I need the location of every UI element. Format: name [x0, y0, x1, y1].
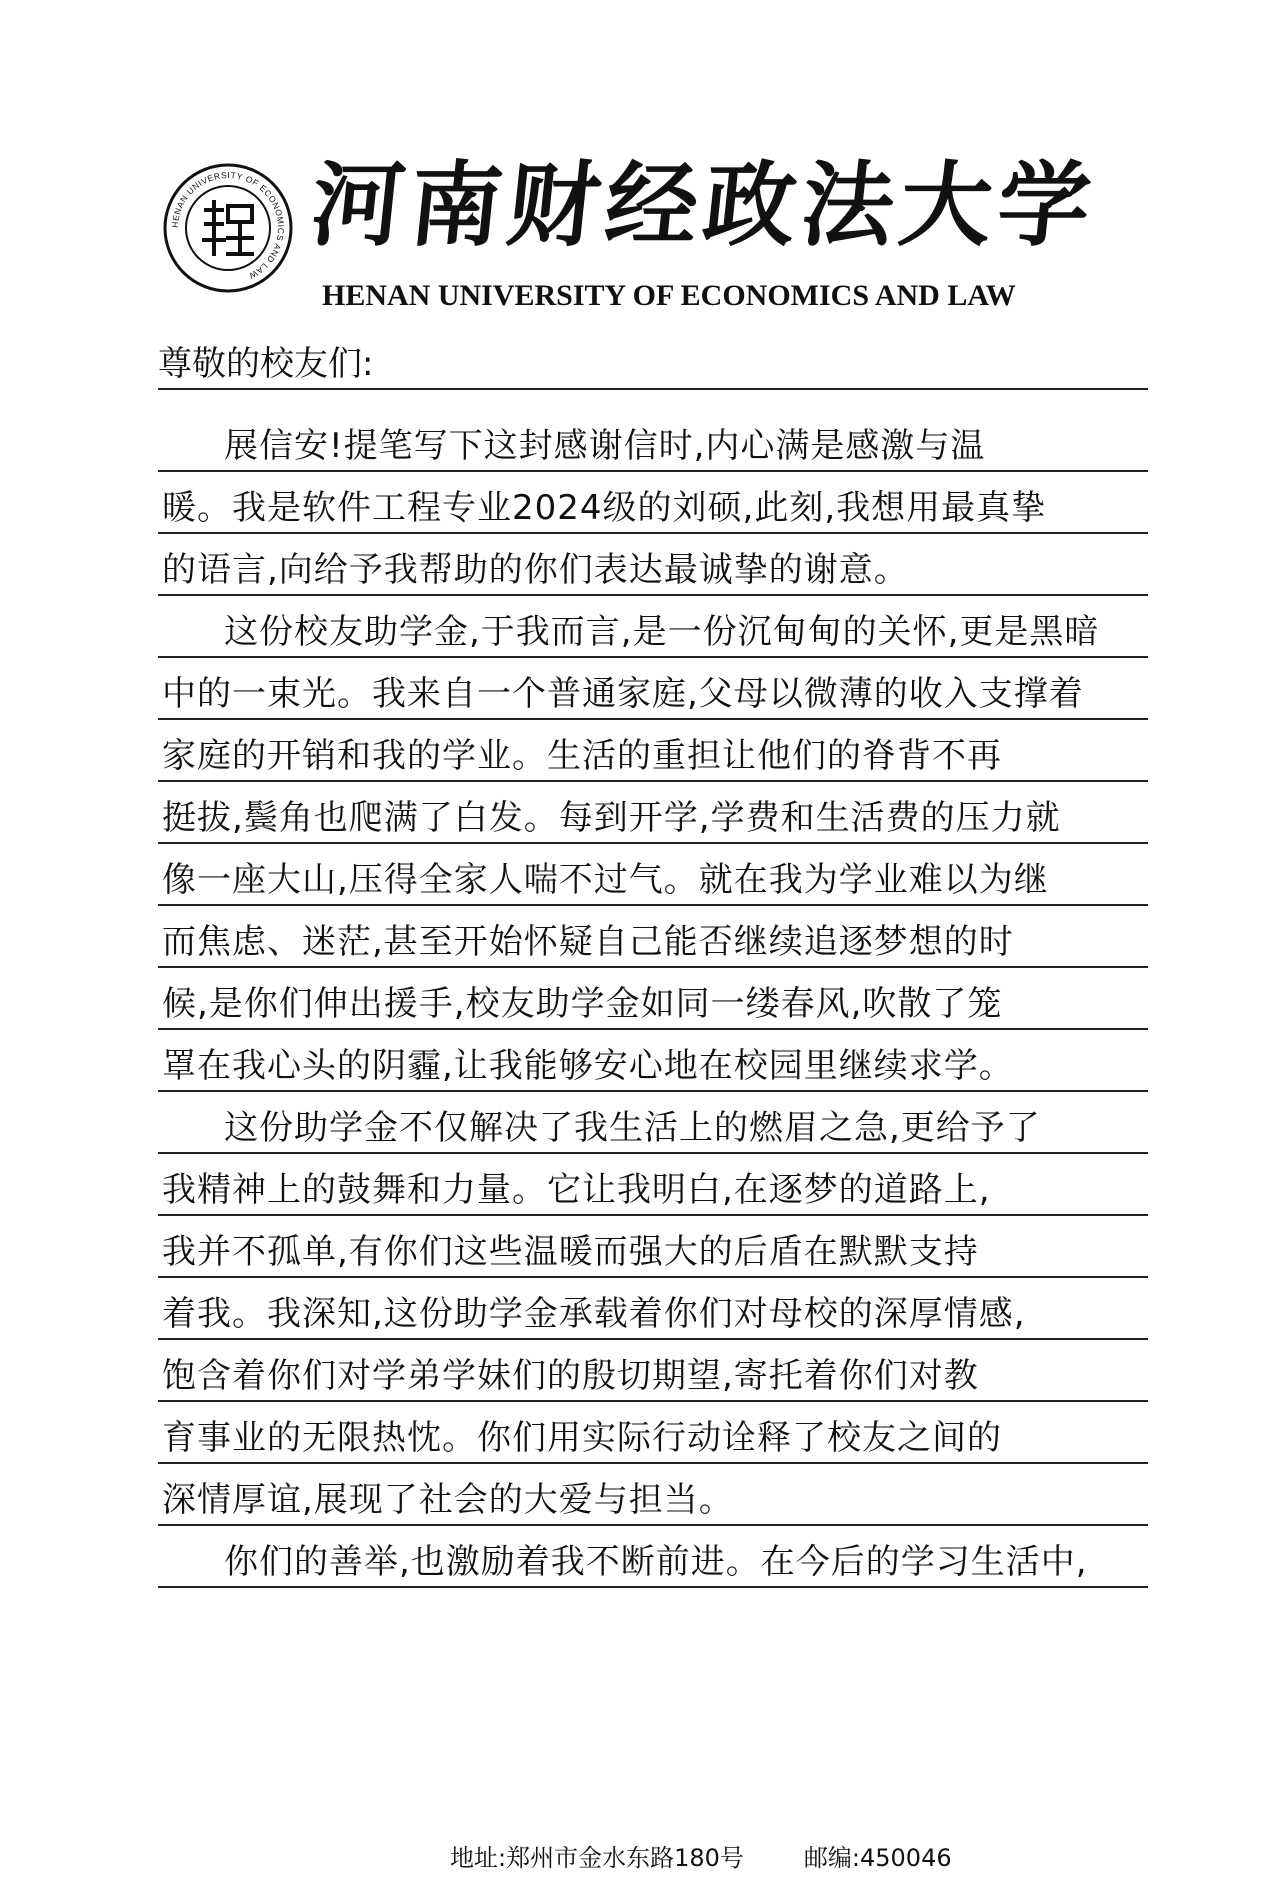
letter-line: 展信安!提笔写下这封感谢信时,内心满是感激与温 [158, 410, 1148, 472]
university-name-english: HENAN UNIVERSITY OF ECONOMICS AND LAW [322, 279, 1016, 312]
letter-line: 你们的善举,也激励着我不断前进。在今后的学习生活中, [158, 1526, 1148, 1588]
letter-line: 罩在我心头的阴霾,让我能够安心地在校园里继续求学。 [158, 1030, 1148, 1092]
letter-line: 饱含着你们对学弟学妹们的殷切期望,寄托着你们对教 [158, 1340, 1148, 1402]
footer-postcode: 邮编:450046 [803, 1844, 952, 1872]
letter-line: 中的一束光。我来自一个普通家庭,父母以微薄的收入支撑着 [158, 658, 1148, 720]
letter-line: 像一座大山,压得全家人喘不过气。就在我为学业难以为继 [158, 844, 1148, 906]
letter-line: 我并不孤单,有你们这些温暖而强大的后盾在默默支持 [158, 1216, 1148, 1278]
letterhead-footer [450, 1840, 1150, 1876]
letter-line: 候,是你们伸出援手,校友助学金如同一缕春风,吹散了笼 [158, 968, 1148, 1030]
university-seal-icon [162, 162, 294, 294]
letter-line: 挺拔,鬓角也爬满了白发。每到开学,学费和生活费的压力就 [158, 782, 1148, 844]
letter-line: 这份助学金不仅解决了我生活上的燃眉之急,更给予了 [158, 1092, 1148, 1154]
letter-line: 的语言,向给予我帮助的你们表达最诚挚的谢意。 [158, 534, 1148, 596]
letter-line: 这份校友助学金,于我而言,是一份沉甸甸的关怀,更是黑暗 [158, 596, 1148, 658]
letter-line: 我精神上的鼓舞和力量。它让我明白,在逐梦的道路上, [158, 1154, 1148, 1216]
letter-line: 家庭的开销和我的学业。生活的重担让他们的脊背不再 [158, 720, 1148, 782]
footer-address: 地址:郑州市金水东路180号 [450, 1844, 744, 1872]
university-name-chinese: 河南财经政法大学 [306, 151, 1102, 259]
letter-body [158, 410, 1148, 1588]
letter-line: 着我。我深知,这份助学金承载着你们对母校的深厚情感, [158, 1278, 1148, 1340]
letter-line: 暖。我是软件工程专业2024级的刘硕,此刻,我想用最真挚 [158, 472, 1148, 534]
letter-line: 育事业的无限热忱。你们用实际行动诠释了校友之间的 [158, 1402, 1148, 1464]
letter-line: 深情厚谊,展现了社会的大爱与担当。 [158, 1464, 1148, 1526]
letter-salutation: 尊敬的校友们: [158, 340, 1148, 390]
letter-line: 而焦虑、迷茫,甚至开始怀疑自己能否继续追逐梦想的时 [158, 906, 1148, 968]
seal-ring-text: HENAN UNIVERSITY OF ECONOMICS AND LAW [169, 169, 287, 282]
